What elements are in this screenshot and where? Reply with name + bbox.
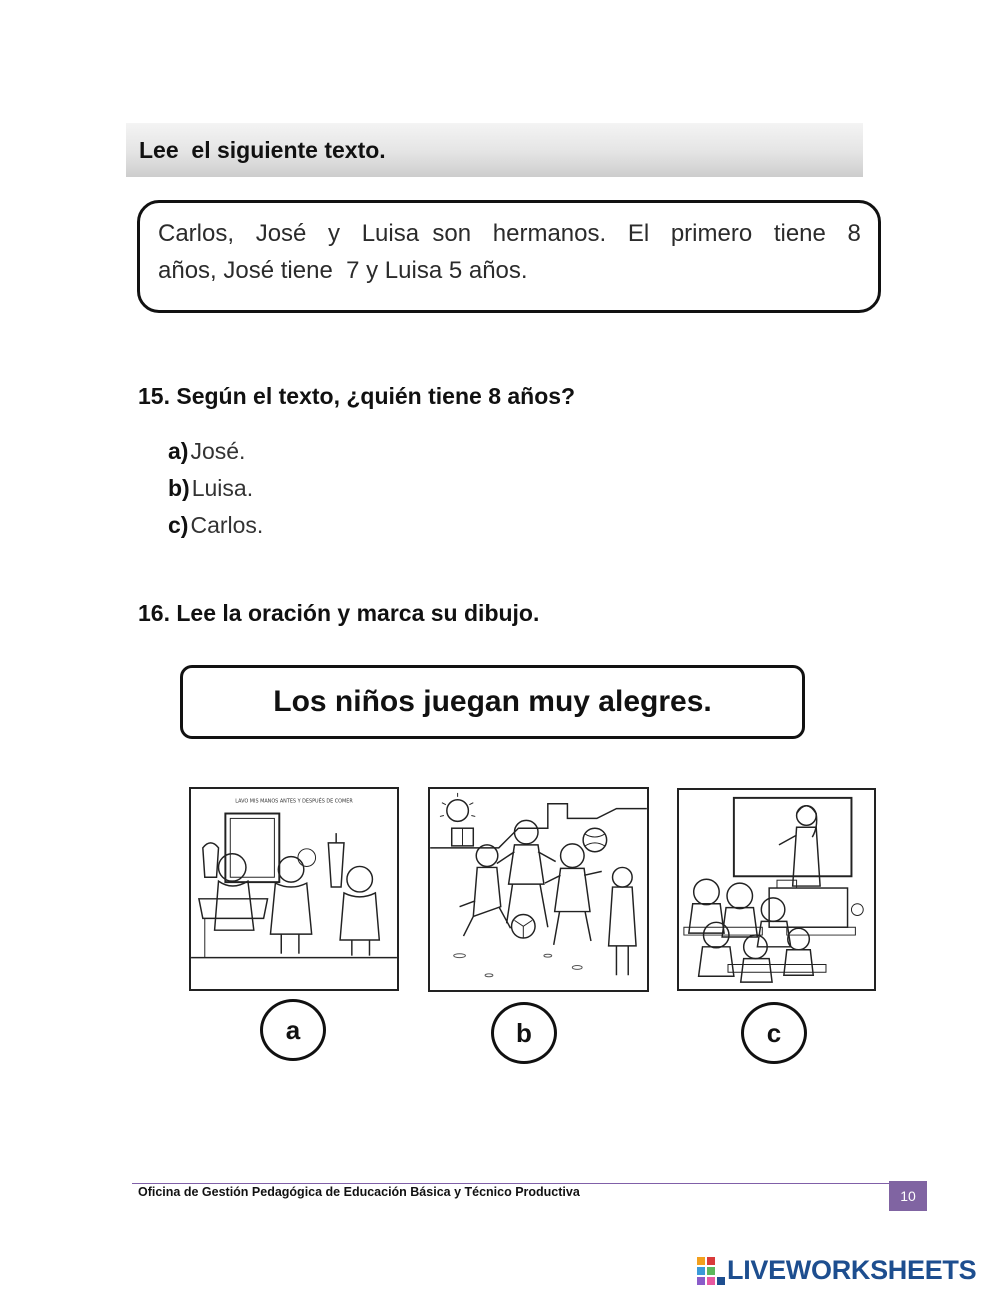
page-number-text: 10 bbox=[900, 1188, 916, 1204]
option-letter: a) bbox=[168, 438, 189, 464]
choice-label: b bbox=[516, 1017, 532, 1048]
word: tiene bbox=[773, 220, 826, 247]
word: hermanos. bbox=[492, 220, 607, 247]
choice-circle-c[interactable] bbox=[741, 1002, 807, 1064]
reading-text-line-2: años, José tiene 7 y Luisa 5 años. bbox=[158, 257, 528, 284]
word: Luisa son bbox=[361, 220, 472, 247]
washing-hands-drawing bbox=[191, 789, 397, 989]
reading-text-line-1 bbox=[158, 215, 861, 252]
option-letter: c) bbox=[168, 512, 189, 538]
playing-ball-drawing bbox=[430, 789, 647, 990]
children-washing-hands-picture[interactable] bbox=[189, 787, 399, 991]
choice-label: c bbox=[766, 1017, 782, 1048]
word: Carlos, bbox=[158, 220, 235, 247]
section-instruction: Lee el siguiente texto. bbox=[139, 136, 386, 163]
liveworksheets-logo-icon bbox=[697, 1257, 725, 1285]
choice-label: a bbox=[285, 1014, 301, 1045]
brand-name: LIVEWORKSHEETS bbox=[727, 1255, 977, 1285]
footer-text: Oficina de Gestión Pedagógica de Educación Básica y Técnico Productiva bbox=[138, 1185, 580, 1199]
word: José bbox=[255, 220, 307, 247]
option-b[interactable] bbox=[168, 470, 263, 507]
option-letter: b) bbox=[168, 475, 190, 501]
question-15-options bbox=[168, 433, 263, 544]
word: El bbox=[627, 220, 650, 247]
question-16: 16. Lee la oración y marca su dibujo. bbox=[138, 600, 540, 626]
question-15 bbox=[138, 383, 575, 410]
word: 8 bbox=[847, 220, 861, 247]
option-text: Carlos. bbox=[190, 512, 264, 538]
option-c[interactable] bbox=[168, 507, 263, 544]
classroom-teacher-picture[interactable] bbox=[677, 788, 876, 991]
section-header bbox=[126, 123, 863, 177]
reading-text-box bbox=[137, 200, 881, 313]
word: primero bbox=[670, 220, 753, 247]
classroom-drawing bbox=[679, 790, 874, 989]
footer-divider bbox=[132, 1183, 890, 1184]
sentence-text: Los niños juegan muy alegres. bbox=[273, 685, 712, 718]
question-15-text: . Según el texto, ¿quién tiene 8 años? bbox=[163, 383, 576, 409]
children-playing-ball-picture[interactable] bbox=[428, 787, 649, 992]
choice-circle-b[interactable] bbox=[491, 1002, 557, 1064]
picture-caption: LAVO MIS MANOS ANTES Y DESPUÉS DE COMER bbox=[235, 798, 353, 805]
choice-circle-a[interactable] bbox=[260, 999, 326, 1061]
sentence-box bbox=[180, 665, 805, 739]
liveworksheets-brand[interactable] bbox=[697, 1255, 976, 1286]
option-text: Luisa. bbox=[191, 475, 254, 501]
option-a[interactable] bbox=[168, 433, 263, 470]
question-15-number: 15 bbox=[138, 383, 164, 409]
word: y bbox=[328, 220, 341, 247]
option-text: José. bbox=[190, 438, 246, 464]
page-number bbox=[889, 1181, 927, 1211]
